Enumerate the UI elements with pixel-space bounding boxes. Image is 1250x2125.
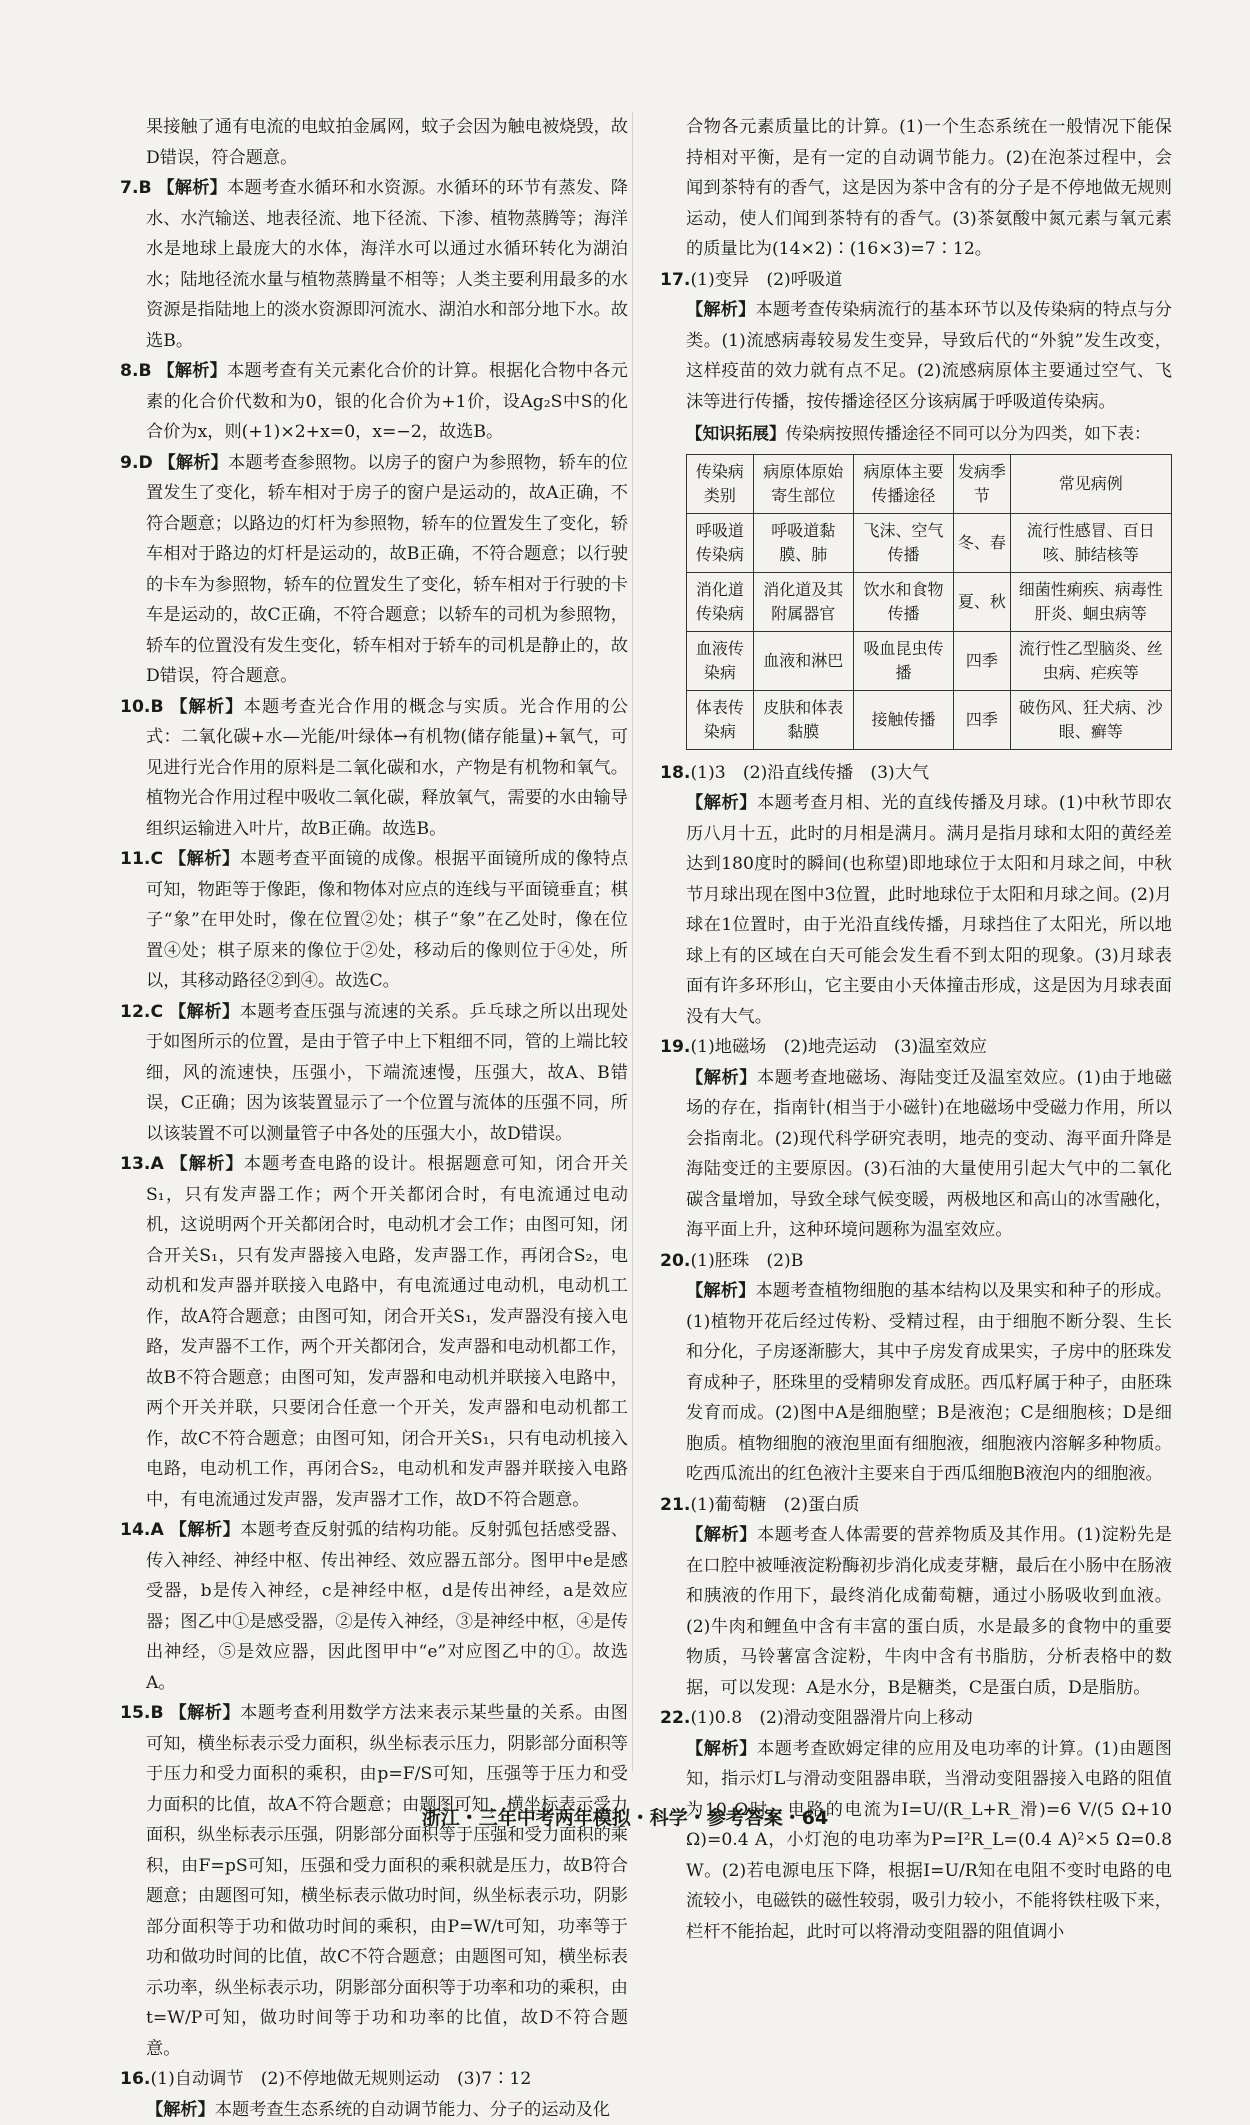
answer-22-text: 本题考查欧姆定律的应用及电功率的计算。(1)由题图知，指示灯L与滑动变阻器串联，当滑动变阻器接入电路的阻值为10 Ω时，电路的电流为I=U/(R_L+R_滑)=6 V/(5 Ω+10 Ω)=0.4 A，小灯泡的电功率为P=I²R_L=(0.4 A)²×5 Ω=0.8 W。(2)若电源电压下降，根据I=U/R知在电阻不变时电路的电流较小，电磁铁的磁性较弱，吸引力较小，不能将铁柱吸下来，栏杆不能抬起，此时可以将滑动变阻器的阻值调小 xyxy=(686,1739,1172,1942)
answer-11-text: 本题考查平面镜的成像。根据平面镜所成的像特点可知，物距等于像距，像和物体对应点的连线与平面镜垂直；棋子“象”在甲处时，像在位置②处；棋子“象”在乙处时，像在位置④处；棋子原来的像位于②处，移动后的像则位于④处，所以，其移动路径②到④。故选C。 xyxy=(146,849,628,991)
answer-15-tag: 【解析】 xyxy=(170,1703,241,1723)
knowledge-extension xyxy=(660,419,1172,750)
answer-16-tag: 【解析】 xyxy=(146,2100,215,2120)
table-cell: 血液和淋巴 xyxy=(753,631,853,690)
table-row xyxy=(687,513,1172,572)
answer-19 xyxy=(660,1032,1172,1063)
answer-17 xyxy=(660,265,1172,296)
answer-9-text: 本题考查参照物。以房子的窗户为参照物，轿车的位置发生了变化，轿车相对于房子的窗户是运动的，故A正确，不符合题意；以路边的灯杆为参照物，轿车的位置发生了变化，轿车相对于路边的灯杆是运动的，故B正确，不符合题意；以行驶的卡车为参照物，轿车的位置发生了变化，轿车相对于行驶的卡车是运动的，故C正确，不符合题意；以轿车的司机为参照物，轿车的位置没有发生变化，轿车相对于轿车的司机是静止的，故D错误，符合题意。 xyxy=(146,453,628,687)
table-header-cell: 常见病例 xyxy=(1010,454,1171,513)
answer-19-text: 本题考查地磁场、海陆变迁及温室效应。(1)由于地磁场的存在，指南针(相当于小磁针)在地磁场中受磁力作用，所以会指南北。(2)现代科学研究表明，地壳的变动、海平面升降是海陆变迁的主要原因。(3)石油的大量使用引起大气中的二氧化碳含量增加，导致全球气候变暖，两极地区和高山的冰雪融化，海平面上升，这种环境问题称为温室效应。 xyxy=(686,1068,1172,1241)
answer-7-number: 7.B xyxy=(120,178,152,198)
answer-14-number: 14.A xyxy=(120,1520,164,1540)
table-cell: 消化道及其附属器官 xyxy=(753,572,853,631)
answer-18 xyxy=(660,758,1172,789)
answer-13 xyxy=(120,1149,628,1515)
answer-16-analysis xyxy=(120,2095,628,2125)
answer-15 xyxy=(120,1698,628,2064)
table-cell: 细菌性痢疾、病毒性肝炎、蛔虫病等 xyxy=(1010,572,1171,631)
answer-21-answer: (1)葡萄糖 (2)蛋白质 xyxy=(690,1495,859,1515)
answer-8-number: 8.B xyxy=(120,361,152,381)
answer-7-text: 本题考查水循环和水资源。水循环的环节有蒸发、降水、水汽输送、地表径流、地下径流、下渗、植物蒸腾等；海洋水是地球上最庞大的水体，海洋水可以通过水循环转化为湖泊水；陆地径流水量与植物蒸腾量不相等；人类主要利用最多的水资源是指陆地上的淡水资源即河流水、湖泊水和部分地下水。故选B。 xyxy=(146,178,628,351)
right-column xyxy=(660,112,1172,1947)
answer-17-tag: 【解析】 xyxy=(686,300,755,320)
answer-20-text: 本题考查植物细胞的基本结构以及果实和种子的形成。(1)植物开花后经过传粉、受精过程，由于细胞不断分裂、生长和分化，子房逐渐膨大，其中子房发育成果实，子房中的胚珠发育成种子，胚珠里的受精卵发育成胚。西瓜籽属于种子，由胚珠发育而成。(2)图中A是细胞壁；B是液泡；C是细胞核；D是细胞质。植物细胞的液泡里面有细胞液，细胞液内溶解多种物质。吃西瓜流出的红色液汁主要来自于西瓜细胞B液泡内的细胞液。 xyxy=(686,1281,1172,1484)
answer-18-text: 本题考查月相、光的直线传播及月球。(1)中秋节即农历八月十五，此时的月相是满月。满月是指月球和太阳的黄经差达到180度时的瞬间(也称望)即地球位于太阳和月球之间，中秋节月球出现在图中3位置，此时地球位于太阳和月球之间。(2)月球在1位置时，由于光沿直线传播，月球挡住了太阳光，所以地球上有的区域在白天可能会发生看不到太阳的现象。(3)月球表面有许多环形山，它主要由小天体撞击形成，这是因为月球表面没有大气。 xyxy=(686,793,1172,1027)
answer-12 xyxy=(120,997,628,1150)
table-row xyxy=(687,690,1172,749)
answer-22-answer: (1)0.8 (2)滑动变阻器滑片向上移动 xyxy=(690,1708,972,1728)
answer-20-tag: 【解析】 xyxy=(686,1281,755,1301)
right-continuation-text: 合物各元素质量比的计算。(1)一个生态系统在一般情况下能保持相对平衡，是有一定的自动调节能力。(2)在泡茶过程中，会闻到茶特有的香气，这是因为茶中含有的分子是不停地做无规则运动，使人们闻到茶特有的香气。(3)茶氨酸中氮元素与氧元素的质量比为(14×2)∶(16×3)=7∶12。 xyxy=(660,112,1172,265)
left-continuation-text: 果接触了通有电流的电蚊拍金属网，蚊子会因为触电被烧毁，故D错误，符合题意。 xyxy=(120,112,628,173)
answer-11-number: 11.C xyxy=(120,849,163,869)
table-cell: 皮肤和体表黏膜 xyxy=(753,690,853,749)
answer-14-tag: 【解析】 xyxy=(170,1520,241,1540)
answer-19-analysis xyxy=(660,1063,1172,1246)
answer-9 xyxy=(120,448,628,692)
answer-9-tag: 【解析】 xyxy=(158,453,228,473)
table-cell: 消化道传染病 xyxy=(687,572,754,631)
answer-13-tag: 【解析】 xyxy=(170,1154,243,1174)
answer-21-number: 21. xyxy=(660,1495,690,1515)
answer-16-number: 16. xyxy=(120,2069,150,2089)
answer-8-tag: 【解析】 xyxy=(157,361,227,381)
answer-16 xyxy=(120,2064,628,2095)
knowledge-extension-title xyxy=(686,419,1172,450)
answer-22-analysis xyxy=(660,1734,1172,1948)
answer-19-number: 19. xyxy=(660,1037,690,1057)
answer-22-tag: 【解析】 xyxy=(686,1739,757,1759)
answer-19-answer: (1)地磁场 (2)地壳运动 (3)温室效应 xyxy=(690,1037,986,1057)
answer-17-answer: (1)变异 (2)呼吸道 xyxy=(690,270,842,290)
answer-12-tag: 【解析】 xyxy=(169,1002,240,1022)
answer-7 xyxy=(120,173,628,356)
answer-21 xyxy=(660,1490,1172,1521)
answer-17-analysis xyxy=(660,295,1172,417)
table-header-cell: 病原体原始寄生部位 xyxy=(753,454,853,513)
answer-19-tag: 【解析】 xyxy=(686,1068,757,1088)
table-cell: 饮水和食物传播 xyxy=(853,572,953,631)
answer-18-number: 18. xyxy=(660,763,690,783)
table-cell: 吸血昆虫传播 xyxy=(853,631,953,690)
table-row xyxy=(687,572,1172,631)
table-cell: 四季 xyxy=(954,690,1010,749)
answer-10-tag: 【解析】 xyxy=(170,697,243,717)
answer-14-text: 本题考查反射弧的结构功能。反射弧包括感受器、传入神经、神经中枢、传出神经、效应器五部分。图甲中e是感受器，b是传入神经，c是神经中枢，d是传出神经，a是效应器；图乙中①是感受器，②是传入神经，③是神经中枢，④是传出神经，⑤是效应器，因此图甲中“e”对应图乙中的①。故选A。 xyxy=(146,1520,628,1693)
table-header-cell: 病原体主要传播途径 xyxy=(853,454,953,513)
answer-18-tag: 【解析】 xyxy=(686,793,757,813)
answer-8-text: 本题考查有关元素化合价的计算。根据化合物中各元素的化合价代数和为0，银的化合价为+1价，设Ag₂S中S的化合价为x，则(+1)×2+x=0，x=−2，故选B。 xyxy=(146,361,628,442)
answer-11-tag: 【解析】 xyxy=(169,849,240,869)
answer-17-number: 17. xyxy=(660,270,690,290)
answer-13-number: 13.A xyxy=(120,1154,164,1174)
table-header-row xyxy=(687,454,1172,513)
answer-21-text: 本题考查人体需要的营养物质及其作用。(1)淀粉先是在口腔中被唾液淀粉酶初步消化成麦芽糖，最后在小肠中在肠液和胰液的作用下，最终消化成葡萄糖，通过小肠吸收到血液。(2)牛肉和鲤鱼中含有丰富的蛋白质，水是最多的食物中的重要物质，马铃薯富含淀粉，牛肉中含有书脂肪，分析表格中的数据，可以发现：A是水分，B是糖类，C是蛋白质，D是脂肪。 xyxy=(686,1525,1172,1698)
answer-15-number: 15.B xyxy=(120,1703,164,1723)
answer-10 xyxy=(120,692,628,845)
table-cell: 冬、春 xyxy=(954,513,1010,572)
answer-14 xyxy=(120,1515,628,1698)
answer-17-text: 本题考查传染病流行的基本环节以及传染病的特点与分类。(1)流感病毒较易发生变异，导致后代的“外貌”发生改变，这样疫苗的效力就有点不足。(2)流感病原体主要通过空气、飞沫等进行传播，按传播途径区分该病属于呼吸道传染病。 xyxy=(686,300,1172,412)
answer-10-text: 本题考查光合作用的概念与实质。光合作用的公式：二氧化碳+水—光能/叶绿体→有机物(储存能量)+氧气，可见进行光合作用的原料是二氧化碳和水，产物是有机物和氧气。植物光合作用过程中吸收二氧化碳，释放氧气，需要的水由输导组织运输进入叶片，故B正确。故选B。 xyxy=(146,697,628,839)
answer-22 xyxy=(660,1703,1172,1734)
answer-7-tag: 【解析】 xyxy=(157,178,227,198)
answer-18-answer: (1)3 (2)沿直线传播 (3)大气 xyxy=(690,763,929,783)
table-cell: 流行性乙型脑炎、丝虫病、疟疾等 xyxy=(1010,631,1171,690)
answer-20-answer: (1)胚珠 (2)B xyxy=(690,1251,803,1271)
table-cell: 流行性感冒、百日咳、肺结核等 xyxy=(1010,513,1171,572)
answer-11 xyxy=(120,844,628,997)
table-cell: 四季 xyxy=(954,631,1010,690)
table-cell: 接触传播 xyxy=(853,690,953,749)
table-cell: 呼吸道传染病 xyxy=(687,513,754,572)
answer-16-answer: (1)自动调节 (2)不停地做无规则运动 (3)7∶12 xyxy=(150,2069,531,2089)
page-footer: 浙江・三年中考两年模拟・科学・参考答案・64 xyxy=(0,1803,1250,1830)
table-header-cell: 传染病类别 xyxy=(687,454,754,513)
answer-20 xyxy=(660,1246,1172,1277)
table-row xyxy=(687,631,1172,690)
answer-15-text: 本题考查利用数学方法来表示某些量的关系。由图可知，横坐标表示受力面积，纵坐标表示压力，阴影部分面积等于压力和受力面积的乘积，由p=F/S可知，压强等于压力和受力面积的比值，故A不符合题意；由题图可知，横坐标表示受力面积，纵坐标表示压强，阴影部分面积等于压强和受力面积的乘积，由F=pS可知，压强和受力面积的乘积就是压力，故B符合题意；由题图可知，横坐标表示做功时间，纵坐标表示功，阴影部分面积等于功和做功时间的乘积，由P=W/t可知，功率等于功和做功时间的比值，故C不符合题意；由题图可知，横坐标表示功率，纵坐标表示功，阴影部分面积等于功率和功的乘积，由t=W/P可知，做功时间等于功和功率的比值，故D不符合题意。 xyxy=(146,1703,628,2059)
table-header-cell: 发病季节 xyxy=(954,454,1010,513)
answer-8 xyxy=(120,356,628,448)
knowledge-extension-tag: 【知识拓展】 xyxy=(686,424,786,443)
table-cell: 体表传染病 xyxy=(687,690,754,749)
table-cell: 呼吸道黏膜、肺 xyxy=(753,513,853,572)
column-divider xyxy=(632,112,633,1772)
answer-21-analysis xyxy=(660,1520,1172,1703)
knowledge-extension-text: 传染病按照传播途径不同可以分为四类，如下表： xyxy=(786,424,1151,443)
table-cell: 血液传染病 xyxy=(687,631,754,690)
answer-12-number: 12.C xyxy=(120,1002,163,1022)
answer-22-number: 22. xyxy=(660,1708,690,1728)
answer-20-analysis xyxy=(660,1276,1172,1490)
answer-9-number: 9.D xyxy=(120,453,153,473)
answer-18-analysis xyxy=(660,788,1172,1032)
answer-21-tag: 【解析】 xyxy=(686,1525,757,1545)
table-cell: 破伤风、狂犬病、沙眼、癣等 xyxy=(1010,690,1171,749)
table-cell: 飞沫、空气传播 xyxy=(853,513,953,572)
answer-16-text: 本题考查生态系统的自动调节能力、分子的运动及化 xyxy=(215,2100,610,2120)
answer-20-number: 20. xyxy=(660,1251,690,1271)
answer-13-text: 本题考查电路的设计。根据题意可知，闭合开关S₁，只有发声器工作；两个开关都闭合时，有电流通过电动机，这说明两个开关都闭合时，电动机才会工作；由图可知，闭合开关S₁，只有发声器接入电路，发声器工作，再闭合S₂，电动机和发声器并联接入电路中，有电流通过电动机，电动机工作，故A符合题意；由图可知，闭合开关S₁，发声器没有接入电路，发声器不工作，两个开关都闭合，发声器和电动机都工作，故B不符合题意；由图可知，发声器和电动机并联接入电路中，两个开关并联，只要闭合任意一个开关，发声器和电动机都工作，故C不符合题意；由图可知，闭合开关S₁，只有电动机接入电路，电动机工作，再闭合S₂，电动机和发声器并联接入电路中，有电流通过发声器，发声器才工作，故D不符合题意。 xyxy=(146,1154,628,1510)
disease-table xyxy=(686,454,1172,750)
table-cell: 夏、秋 xyxy=(954,572,1010,631)
answer-12-text: 本题考查压强与流速的关系。乒乓球之所以出现处于如图所示的位置，是由于管子中上下粗细不同，管的上端比较细，风的流速快，压强小，下端流速慢，压强大，故A、B错误，C正确；因为该装置显示了一个位置与流体的压强不同，所以该装置不可以测量管子中各处的压强大小，故D错误。 xyxy=(146,1002,628,1144)
answer-10-number: 10.B xyxy=(120,697,164,717)
